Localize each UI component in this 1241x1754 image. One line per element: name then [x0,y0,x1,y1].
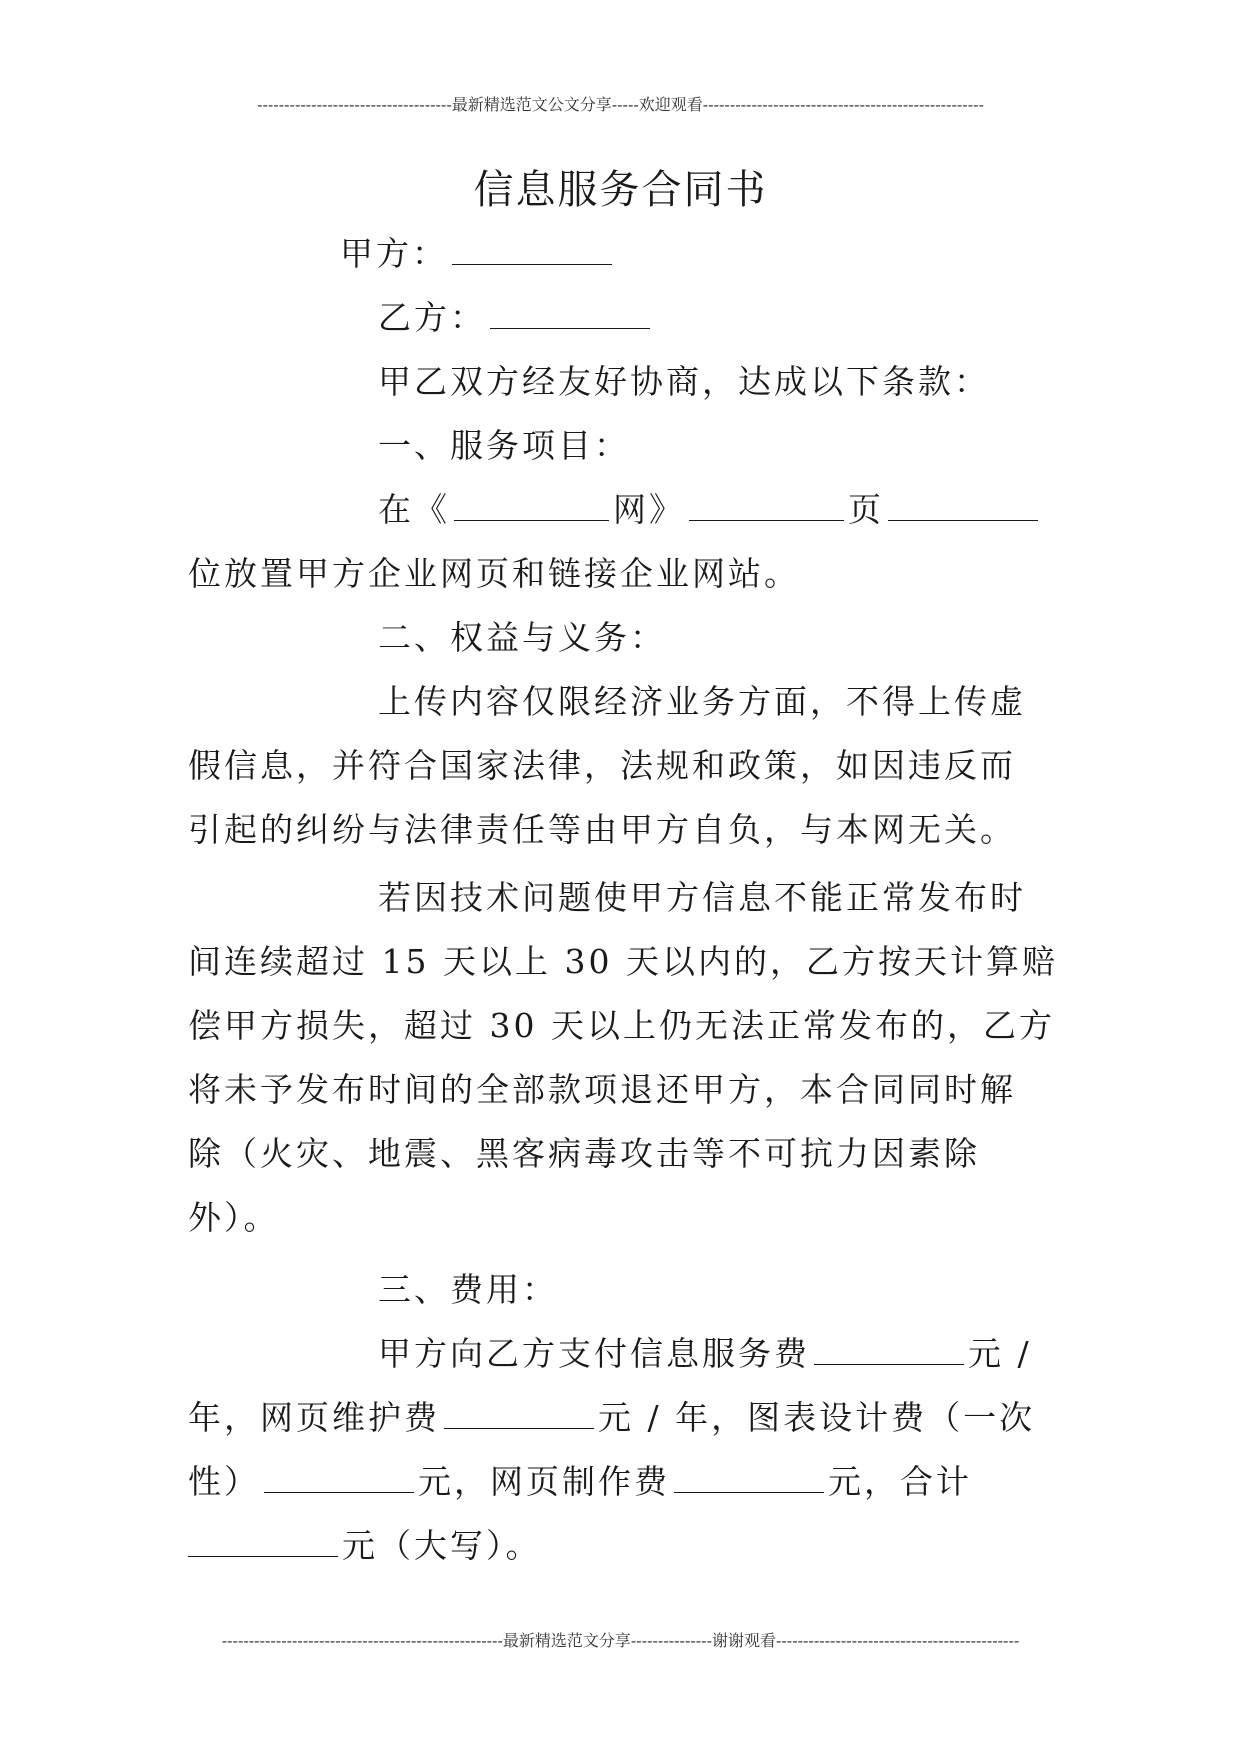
total-label: 元，合计 [828,1462,972,1501]
section1-heading: 一、服务项目： [378,426,630,465]
section2-p2-line5: 除（火灾、地震、黑客病毒攻击等不可抗力因素除 [188,1134,980,1173]
service-fee-unit: 元 / [968,1334,1032,1373]
party-b-blank[interactable] [490,298,650,329]
service-fee-label: 甲方向乙方支付信息服务费 [378,1334,810,1373]
header-text: 最新精选范文公文分享 [451,95,612,114]
header-mid-rule: ----- [611,95,639,114]
maintenance-fee-blank[interactable] [444,1398,594,1429]
document-title: 信息服务合同书 [473,167,768,213]
party-a-blank[interactable] [452,234,612,265]
production-fee-blank[interactable] [674,1462,824,1493]
party-b-label: 乙方： [378,298,486,337]
design-fee-blank[interactable] [264,1462,414,1493]
section1-line1 [378,484,1042,531]
section1-text-b: 网》 [613,490,685,529]
page-header [0,92,1241,115]
party-b-line [378,292,654,339]
page-footer [0,1628,1241,1651]
section2-p2-line1: 若因技术问题使甲方信息不能正常发布时 [378,878,1026,917]
production-fee-label: 元，网页制作费 [418,1462,670,1501]
section3-line4 [188,1520,542,1567]
intro-text: 甲乙双方经友好协商，达成以下条款： [378,362,990,401]
section2-p1-line1: 上传内容仅限经济业务方面，不得上传虚 [378,682,1026,721]
section1-text-c: 页 [848,490,884,529]
party-a-label: 甲方： [340,234,448,273]
total-unit: 元（大写）。 [342,1526,542,1565]
footer-left-rule: ---------------------------------------------------- [221,1631,503,1650]
section2-p2-line2: 间连续超过 15 天以上 30 天以内的，乙方按天计算赔 [188,942,1058,981]
header-right-rule: ---------------------------------------------------- [702,95,984,114]
position-blank[interactable] [888,490,1038,521]
header-left-rule: ------------------------------------ [257,95,452,114]
header-welcome: 欢迎观看 [638,95,703,114]
section2-heading: 二、权益与义务： [378,618,666,657]
section3-heading: 三、费用： [378,1270,558,1309]
service-fee-blank[interactable] [814,1334,964,1365]
section1-text-a: 在《 [378,490,450,529]
design-fee-tail: 性） [188,1462,260,1501]
section2-p1-line3: 引起的纠纷与法律责任等由甲方自负，与本网无关。 [188,810,1016,849]
section2-p2-line3: 偿甲方损失，超过 30 天以上仍无法正常发布的，乙方 [188,1006,1055,1045]
section1-line2: 位放置甲方企业网页和链接企业网站。 [188,554,800,593]
section2-p1-line2: 假信息，并符合国家法律，法规和政策，如因违反而 [188,746,1016,785]
section2-p2-line6: 外）。 [188,1198,280,1237]
footer-right-rule: --------------------------------------------- [775,1631,1020,1650]
section3-line2 [188,1392,1035,1439]
footer-mid-rule: --------------- [630,1631,712,1650]
page-blank[interactable] [689,490,844,521]
section3-line1 [378,1328,1032,1375]
total-blank[interactable] [188,1526,338,1557]
footer-thanks: 谢谢观看 [711,1631,776,1650]
party-a-line [340,228,616,275]
maintenance-fee-label: 年，网页维护费 [188,1398,440,1437]
section3-line3 [188,1456,972,1503]
section2-p2-line4: 将未予发布时间的全部款项退还甲方，本合同同时解 [188,1070,1016,1109]
design-fee-label: 元 / 年，图表设计费（一次 [598,1398,1036,1437]
website-name-blank[interactable] [454,490,609,521]
footer-text: 最新精选范文分享 [502,1631,631,1650]
